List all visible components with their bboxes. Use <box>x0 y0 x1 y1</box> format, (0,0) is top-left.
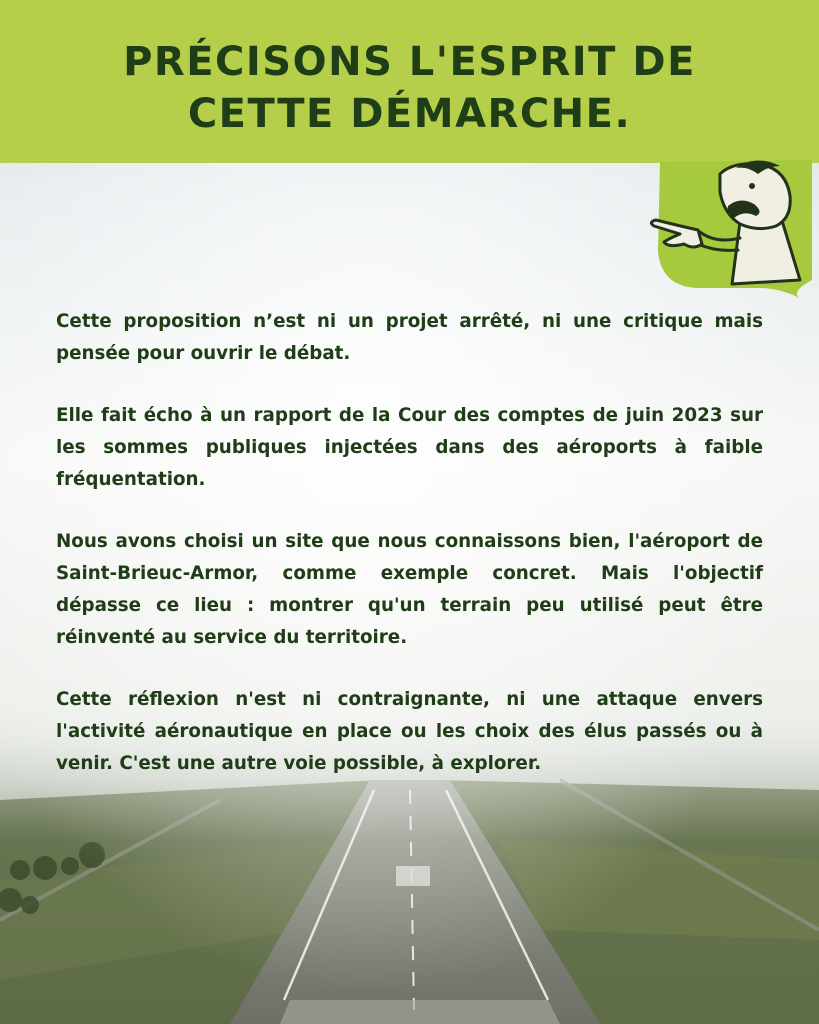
title-banner <box>0 0 819 163</box>
mustached-man-pointing-icon <box>640 152 812 298</box>
paragraph-1: Cette proposition n’est ni un projet arrêté, ni une critique mais pensée pour ouvrir le débat. <box>56 311 763 364</box>
paragraph-3: Nous avons choisi un site que nous connaissons bien, l'aéroport de Saint-Brieuc-Armor, comme exemple concret. Mais l'objectif dépasse ce lieu : montrer qu'un terrain peu utilisé peut être réinventé au service du territoire. <box>56 531 763 648</box>
paragraph-4: Cette réflexion n'est ni contraignante, ni une attaque envers l'activité aéronautique en place ou les choix des élus passés ou à venir. C'est une autre voie possible, à explorer. <box>56 689 763 774</box>
title-line-1: PRÉCISONS L'ESPRIT DE <box>123 39 696 85</box>
page-title <box>0 36 819 140</box>
body-text <box>56 306 763 810</box>
paragraph-2: Elle fait écho à un rapport de la Cour des comptes de juin 2023 sur les sommes publiques injectées dans des aéroports à faible fréquentation. <box>56 405 763 490</box>
title-line-2: CETTE DÉMARCHE. <box>187 91 632 137</box>
